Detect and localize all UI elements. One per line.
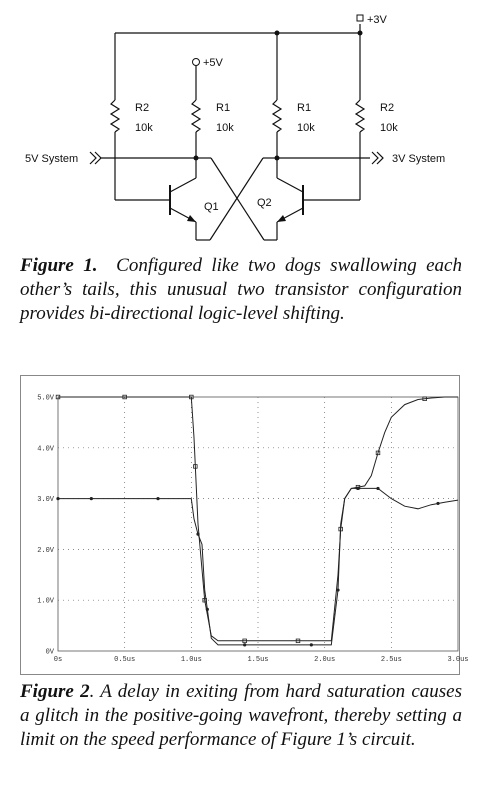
- x-tick-label: 2.0us: [314, 656, 336, 664]
- x-tick-label: 1.0us: [180, 656, 202, 664]
- port-right-label: 3V System: [392, 153, 446, 165]
- y-tick-label: 4.0V: [37, 445, 54, 454]
- figure-2-caption: [20, 680, 462, 752]
- q2-label: Q2: [257, 197, 272, 209]
- r1-right-label: R1: [297, 102, 312, 114]
- series-2-marker: [156, 497, 159, 500]
- resistor-r1-left: [192, 100, 200, 132]
- series-2-marker: [243, 643, 246, 646]
- q1-emitter-arrow-icon: [187, 215, 196, 222]
- y-tick-label: 2.0V: [37, 546, 54, 555]
- port-left-icon: [90, 152, 96, 164]
- y-tick-label: 0V: [45, 648, 54, 657]
- resistor-r1-right: [273, 100, 281, 132]
- supply-3v-terminal-icon: [357, 15, 363, 21]
- resistor-r2-left: [111, 100, 119, 132]
- r2-right-value: 10k: [380, 122, 398, 134]
- chart-grid: [58, 397, 458, 651]
- x-tick-label: 0.5us: [114, 656, 136, 664]
- supply-3v-label: +3V: [367, 14, 387, 26]
- port-left-label: 5V System: [25, 153, 79, 165]
- q2-emitter-arrow-icon: [277, 215, 286, 222]
- r2-left-label: R2: [135, 102, 150, 114]
- series-2-marker: [310, 643, 313, 646]
- figure-1-caption: [20, 254, 462, 326]
- supply-5v-label: +5V: [203, 57, 223, 69]
- x-tick-label: 1.5us: [247, 656, 269, 664]
- series-2-marker: [336, 588, 339, 591]
- series-2-marker: [90, 497, 93, 500]
- waveform-chart: [20, 375, 469, 675]
- x-tick-label: 3.0us: [447, 656, 469, 664]
- series-line-2: [58, 488, 458, 645]
- figure-1-label: Figure 1.: [20, 255, 98, 276]
- series-2-marker: [56, 497, 59, 500]
- port-right-icon: [372, 152, 378, 164]
- series-2-marker: [376, 487, 379, 490]
- q1-label: Q1: [204, 201, 219, 213]
- x-tick-label: 2.5us: [380, 656, 402, 664]
- series-2-marker: [196, 533, 199, 536]
- series-2-marker: [356, 487, 359, 490]
- chart-ticks: [37, 395, 468, 665]
- x-tick-label: 0s: [53, 656, 63, 664]
- figure-1-text: Configured like two dogs swallowing each other’s tails, this unusual two transistor configuration provides bi-directional logic-level shifting.: [20, 255, 462, 324]
- r2-left-value: 10k: [135, 122, 153, 134]
- r1-left-label: R1: [216, 102, 231, 114]
- series-2-marker: [206, 608, 209, 611]
- r2-right-label: R2: [380, 102, 395, 114]
- y-tick-label: 1.0V: [37, 597, 54, 606]
- chart-series: [56, 395, 458, 646]
- supply-5v-terminal-icon: [193, 59, 200, 66]
- y-tick-label: 3.0V: [37, 496, 54, 505]
- circuit-schematic: [0, 0, 495, 245]
- series-line-1: [58, 397, 458, 641]
- figure-2-text: . A delay in exiting from hard saturation causes a glitch in the positive-going wavefront, thereby setting a limit on the speed performance of Figure 1’s circuit.: [20, 681, 462, 750]
- resistor-r2-right: [356, 100, 364, 132]
- series-2-marker: [436, 502, 439, 505]
- r1-right-value: 10k: [297, 122, 315, 134]
- r1-left-value: 10k: [216, 122, 234, 134]
- y-tick-label: 5.0V: [37, 394, 54, 403]
- figure-2-label: Figure 2: [20, 681, 90, 702]
